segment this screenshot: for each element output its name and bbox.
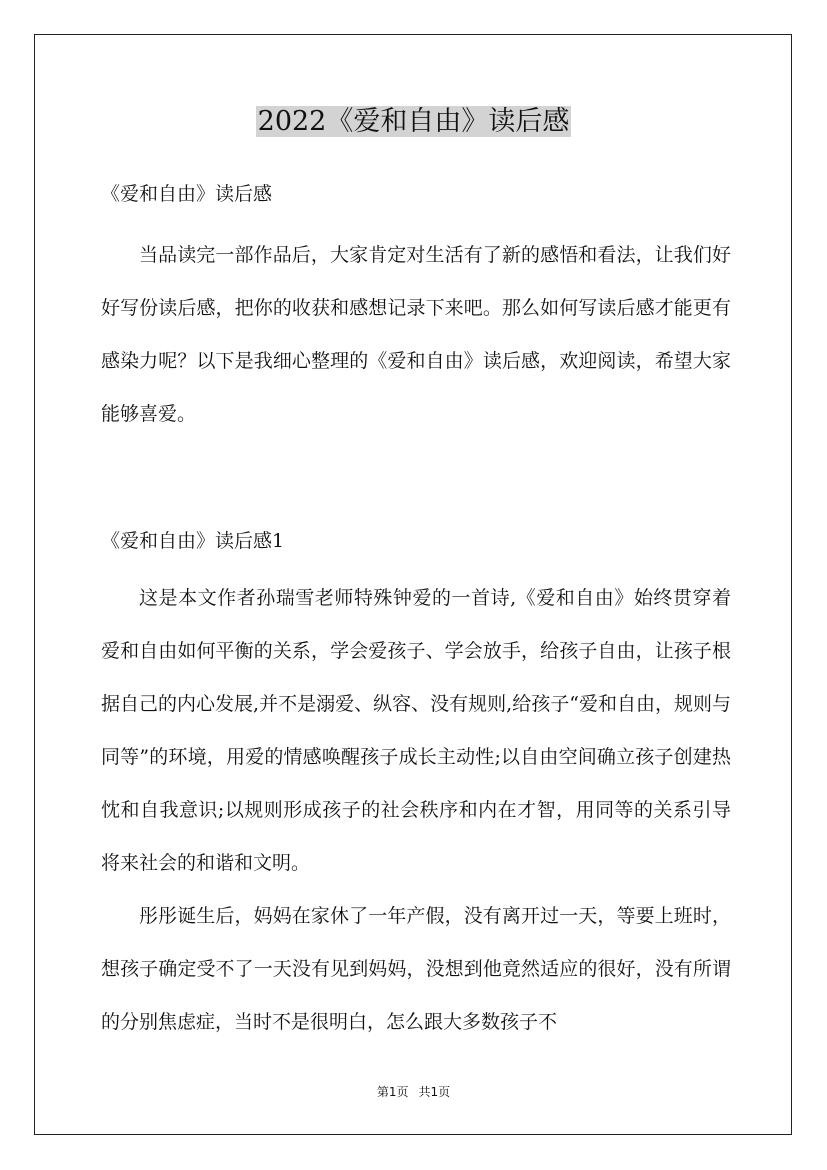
section-heading: 《爱和自由》读后感1 — [101, 530, 285, 552]
page-number: 第1页 — [376, 1085, 409, 1099]
body-paragraph-2: 彤彤诞生后，妈妈在家休了一年产假，没有离开过一天，等要上班时，想孩子确定受不了一天没有见到妈妈，没想到他竟然适应的很好，没有所谓的分别焦虑症，当时不是很明白，怎么跟大多数孩子不 — [101, 905, 731, 1033]
document-body — [101, 174, 731, 1049]
document-title-text: 2022《爱和自由》读后感 — [257, 106, 570, 137]
page-footer — [0, 1083, 827, 1101]
body-paragraph-1: 这是本文作者孙瑞雪老师特殊钟爱的一首诗,《爱和自由》始终贯穿着爱和自由如何平衡的关系，学会爱孩子、学会放手，给孩子自由，让孩子根据自己的内心发展,并不是溺爱、纵容、没有规则,给孩子“爱和自由，规则与同等”的环境，用爱的情感唤醒孩子成长主动性;以自由空间确立孩子创建热忱和自我意识;以规则形成孩子的社会秩序和内在才智，用同等的关系引导将来社会的和谐和文明。 — [101, 587, 731, 874]
intro-paragraph: 当品读完一部作品后，大家肯定对生活有了新的感悟和看法，让我们好好写份读后感，把你的收获和感想记录下来吧。那么如何写读后感才能更有感染力呢？以下是我细心整理的《爱和自由》读后感，欢迎阅读，希望大家能够喜爱。 — [101, 244, 731, 425]
intro-heading: 《爱和自由》读后感 — [101, 183, 273, 205]
page-total: 共1页 — [418, 1085, 451, 1099]
document-title — [0, 102, 827, 142]
